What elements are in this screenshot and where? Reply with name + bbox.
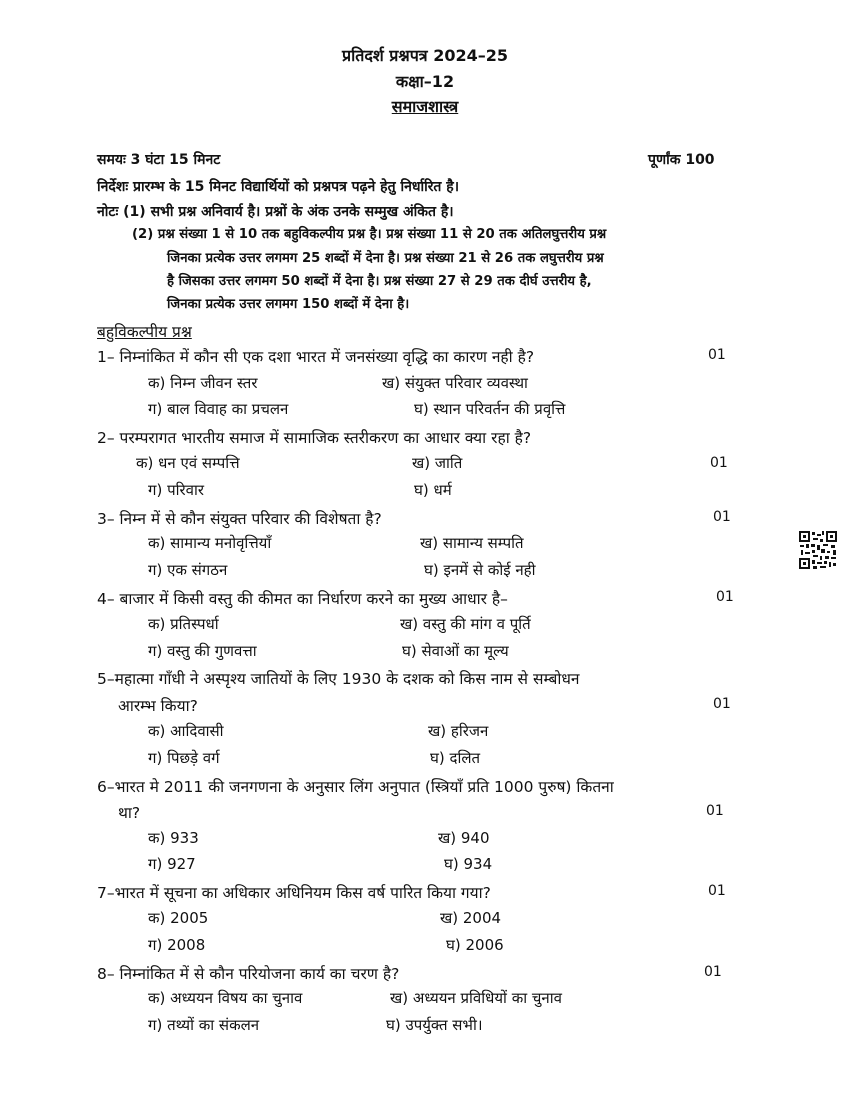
question-1-text: 1– निम्नांकित में कौन सी एक दशा भारत में जनसंख्या वृद्धि का कारण नही है?: [97, 348, 535, 366]
question-4-option-b: ख) वस्तु की मांग व पूर्ति: [400, 615, 531, 633]
question-3-option-c: ग) एक संगठन: [148, 561, 228, 579]
question-1-marks: 01: [708, 347, 726, 363]
question-4-option-c: ग) वस्तु की गुणवत्ता: [148, 642, 257, 660]
question-7-marks: 01: [708, 883, 726, 899]
question-7-text: 7–भारत में सूचना का अधिकार अधिनियम किस वर्ष पारित किया गया?: [97, 884, 491, 902]
question-8-option-d: घ) उपर्युक्त सभी।: [386, 1016, 483, 1034]
question-3-marks: 01: [713, 509, 731, 525]
question-3-text: 3– निम्न में से कौन संयुक्त परिवार की विशेषता है?: [97, 510, 382, 528]
question-4-option-d: घ) सेवाओं का मूल्य: [402, 642, 509, 660]
question-1-option-b: ख) संयुक्त परिवार व्यवस्था: [382, 374, 528, 392]
question-5-text-line-1: 5–महात्मा गाँधी ने अस्पृश्य जातियों के लिए 1930 के दशक को किस नाम से सम्बोधन: [97, 670, 580, 688]
question-1-option-a: क) निम्न जीवन स्तर: [148, 374, 258, 392]
question-5-marks: 01: [713, 696, 731, 712]
question-2-option-c: ग) परिवार: [148, 481, 204, 499]
question-6-text-line-1: 6–भारत मे 2011 की जनगणना के अनुसार लिंग अनुपात (स्त्रियाँ प्रति 1000 पुरुष) कितना: [97, 778, 614, 796]
question-6-option-a: क) 933: [148, 829, 199, 847]
question-2-option-b: ख) जाति: [412, 454, 463, 472]
question-3-option-d: घ) इनमें से कोई नही: [424, 561, 536, 579]
question-5-option-b: ख) हरिजन: [428, 722, 489, 740]
note-2-line-4: जिनका प्रत्येक उत्तर लगमग 150 शब्दों में देना है।: [167, 297, 410, 312]
question-6-text-line-2: था?: [118, 804, 141, 822]
time-label: समयः 3 घंटा 15 मिनट: [97, 152, 221, 168]
full-marks-label: पूर्णांक 100: [648, 152, 715, 168]
note-2-line-1: (2) प्रश्न संख्या 1 से 10 तक बहुविकल्पीय प्रश्न है। प्रश्न संख्या 11 से 20 तक अतिलघुत्तरीय प्रश्न: [132, 227, 607, 242]
question-2-option-d: घ) धर्म: [414, 481, 452, 499]
question-8-option-a: क) अध्ययन विषय का चुनाव: [148, 989, 303, 1007]
question-8-option-c: ग) तथ्यों का संकलन: [148, 1016, 260, 1034]
question-5-option-a: क) आदिवासी: [148, 722, 224, 740]
question-4-option-a: क) प्रतिस्पर्धा: [148, 615, 219, 633]
question-3-option-b: ख) सामान्य सम्पति: [420, 534, 524, 552]
question-2-option-a: क) धन एवं सम्पत्ति: [136, 454, 240, 472]
instruction-text: निर्देशः प्रारम्भ के 15 मिनट विद्यार्थियों को प्रश्नपत्र पढ़ने हेतु निर्धारित है।: [97, 179, 460, 195]
question-6-option-b: ख) 940: [438, 829, 490, 847]
class-label: कक्षा–12: [395, 72, 455, 91]
question-3-option-a: क) सामान्य मनोवृत्तियाँ: [148, 534, 272, 552]
question-4-text: 4– बाजार में किसी वस्तु की कीमत का निर्धारण करने का मुख्य आधार है–: [97, 590, 508, 608]
question-6-option-d: घ) 934: [444, 855, 493, 873]
question-2-text: 2– परम्परागत भारतीय समाज में सामाजिक स्तरीकरण का आधार क्या रहा है?: [97, 429, 532, 447]
paper-title: प्रतिदर्श प्रश्नपत्र 2024–25: [341, 46, 509, 65]
question-7-option-d: घ) 2006: [446, 936, 504, 954]
question-7-option-c: ग) 2008: [148, 936, 206, 954]
question-6-marks: 01: [706, 803, 724, 819]
question-8-text: 8– निम्नांकित में से कौन परियोजना कार्य का चरण है?: [97, 965, 400, 983]
question-8-option-b: ख) अध्ययन प्रविधियों का चुनाव: [390, 989, 562, 1007]
question-7-option-a: क) 2005: [148, 909, 209, 927]
question-1-option-d: घ) स्थान परिवर्तन की प्रवृत्ति: [414, 400, 566, 418]
question-8-marks: 01: [704, 964, 722, 980]
question-2-marks: 01: [710, 455, 728, 471]
question-4-marks: 01: [716, 589, 734, 605]
note-2-line-2: जिनका प्रत्येक उत्तर लगमग 25 शब्दों में देना है। प्रश्न संख्या 21 से 26 तक लघुत्तरीय प्रश्न: [167, 251, 604, 266]
question-5-text-line-2: आरम्भ किया?: [118, 697, 198, 715]
question-5-option-c: ग) पिछड़े वर्ग: [148, 749, 220, 767]
qr-code-icon: [798, 530, 838, 570]
note-2-line-3: है जिसका उत्तर लगमग 50 शब्दों में देना है। प्रश्न संख्या 27 से 29 तक दीर्घ उत्तरीय है,: [167, 274, 592, 289]
question-5-option-d: घ) दलित: [430, 749, 481, 767]
subject-title: समाजशास्त्र: [391, 97, 459, 116]
question-6-option-c: ग) 927: [148, 855, 196, 873]
question-7-option-b: ख) 2004: [440, 909, 502, 927]
question-1-option-c: ग) बाल विवाह का प्रचलन: [148, 400, 289, 418]
section-heading: बहुविकल्पीय प्रश्न: [97, 323, 192, 341]
note-1-text: नोटः (1) सभी प्रश्न अनिवार्य है। प्रश्नों के अंक उनके सम्मुख अंकित है।: [97, 204, 454, 220]
